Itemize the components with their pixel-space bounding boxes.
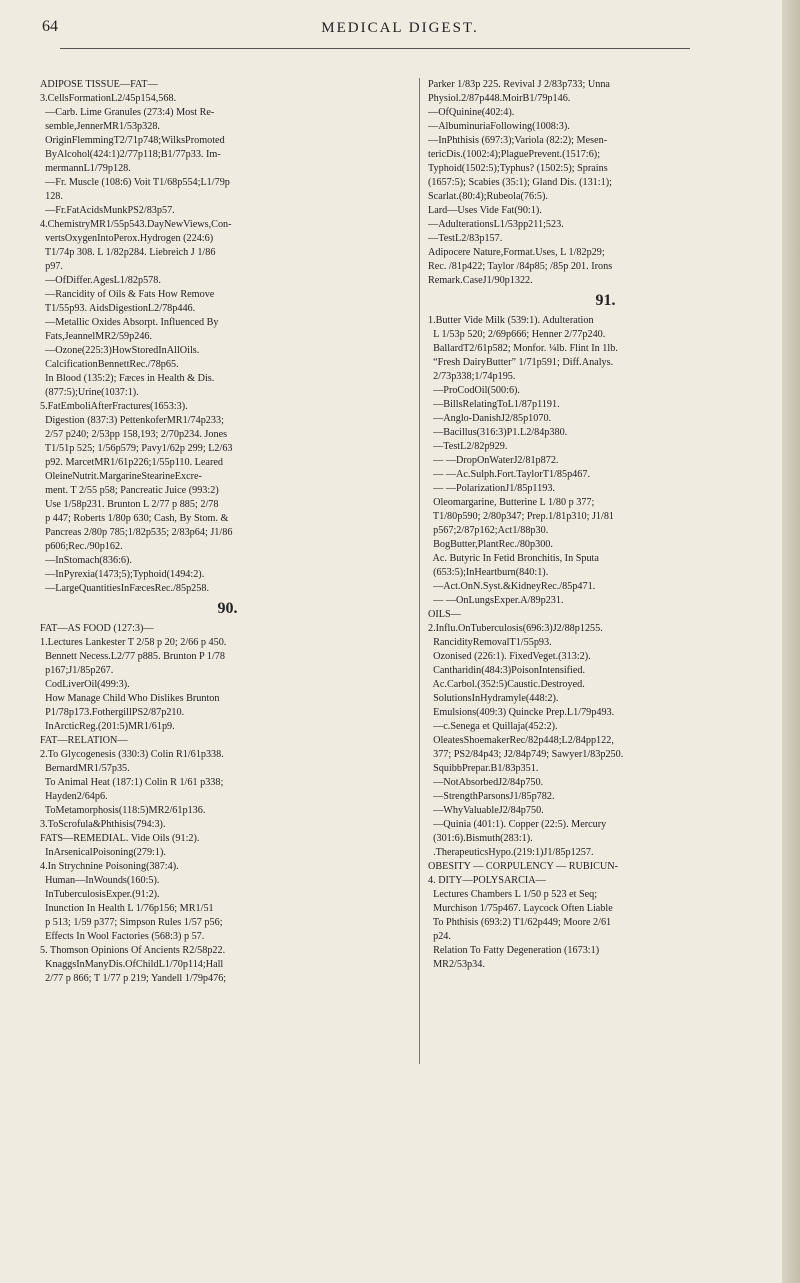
index-line: 128. [40, 191, 63, 202]
index-line: —Anglo-DanishJ2/85p1070. [428, 413, 552, 424]
index-line: Ac.Carbol.(352:5)Caustic.Destroyed. [428, 679, 585, 690]
column-divider [419, 78, 420, 1064]
index-line: InTuberculosisExper.(91:2). [40, 889, 160, 900]
index-line: MR2/53p34. [428, 959, 485, 970]
index-line: BallardT2/61p582; Monfor. ¼lb. Flint In 1lb. [428, 343, 618, 354]
index-line: ToMetamorphosis(118:5)MR2/61p136. [40, 805, 206, 816]
index-line: InArcticReg.(201:5)MR1/61p9. [40, 721, 175, 732]
index-line: —BillsRelatingToL1/87p1191. [428, 399, 560, 410]
index-line: —ProCodOil(500:6). [428, 385, 520, 396]
index-line: SolutionsInHydramyle(448:2). [428, 693, 559, 704]
index-line: CodLiverOil(499:3). [40, 679, 130, 690]
index-line: OILS— [428, 609, 461, 620]
index-line: —InPyrexia(1473;5);Typhoid(1494:2). [40, 569, 205, 580]
index-line: vertsOxygenIntoPerox.Hydrogen (224:6) [40, 233, 214, 244]
index-line: 4.In Strychnine Poisoning(387:4). [40, 861, 179, 872]
index-line: FATS—REMEDIAL. Vide Oils (91:2). [40, 833, 200, 844]
index-line: To Animal Heat (187:1) Colin R 1/61 p338; [40, 777, 224, 788]
index-line: InArsenicalPoisoning(279:1). [40, 847, 166, 858]
index-line: Typhoid(1502:5);Typhus? (1502:5); Sprains [428, 163, 608, 174]
index-line: Lectures Chambers L 1/50 p 523 et Seq; [428, 889, 598, 900]
index-line: — —DropOnWaterJ2/81p872. [428, 455, 559, 466]
index-line: 2/77 p 866; T 1/77 p 219; Yandell 1/79p476; [40, 973, 227, 984]
index-line: —WhyValuableJ2/84p750. [428, 805, 544, 816]
index-line: Fats,JeannelMR2/59p246. [40, 331, 153, 342]
index-line: — —PolarizationJ1/85p1193. [428, 483, 555, 494]
index-line: “Fresh DairyButter” 1/71p591; Diff.Analys. [428, 357, 614, 368]
index-line: 5. Thomson Opinions Of Ancients R2/58p22. [40, 945, 226, 956]
index-line: T1/74p 308. L 1/82p284. Liebreich J 1/86 [40, 247, 216, 258]
index-line: Ozonised (226:1). FixedVeget.(313:2). [428, 651, 591, 662]
index-line: Parker 1/83p 225. Revival J 2/83p733; Unna [428, 79, 610, 90]
index-line: Use 1/58p231. Brunton L 2/77 p 885; 2/78 [40, 499, 219, 510]
index-line: RancidityRemovalT1/55p93. [428, 637, 552, 648]
index-line: T1/51p 525; 1/56p579; Pavy1/62p 299; L2/63 [40, 443, 233, 454]
index-line: tericDis.(1002:4);PlaguePrevent.(1517:6); [428, 149, 601, 160]
index-line: 4. DITY—POLYSARCIA— [428, 875, 546, 886]
index-line: p97. [40, 261, 63, 272]
index-line: —TestL2/82p929. [428, 441, 508, 452]
section-number: 90. [217, 600, 238, 617]
index-line: L 1/53p 520; 2/69p666; Henner 2/77p240. [428, 329, 606, 340]
index-line: p167;J1/85p267. [40, 665, 114, 676]
index-line: —Fr. Muscle (108:6) Voit T1/68p554;L1/79p [40, 177, 230, 188]
index-line: 1.Lectures Lankester T 2/58 p 20; 2/66 p 450. [40, 637, 227, 648]
index-line: —AlbuminuriaFollowing(1008:3). [428, 121, 570, 132]
index-line: —c.Senega et Quillaja(452:2). [428, 721, 558, 732]
index-line: 3.CellsFormationL2/45p154,568. [40, 93, 177, 104]
header-rule [60, 48, 690, 49]
index-line: —Carb. Lime Granules (273:4) Most Re- [40, 107, 215, 118]
index-line: FAT—RELATION— [40, 735, 128, 746]
index-line: (653:5);InHeartburn(840:1). [428, 567, 549, 578]
index-line: Rec. /81p422; Taylor /84p85; /85p 201. Irons [428, 261, 613, 272]
index-line: OBESITY — CORPULENCY — RUBICUN- [428, 861, 618, 872]
index-line: T1/55p93. AidsDigestionL2/78p446. [40, 303, 196, 314]
index-line: —Rancidity of Oils & Fats How Remove [40, 289, 215, 300]
index-line: (301:6).Bismuth(283:1). [428, 833, 533, 844]
index-line: 2/73p338;1/74p195. [428, 371, 516, 382]
index-line: semble,JennerMR1/53p328. [40, 121, 160, 132]
index-line: —Act.OnN.Syst.&KidneyRec./85p471. [428, 581, 596, 592]
index-line: Adipocere Nature,Format.Uses, L 1/82p29; [428, 247, 605, 258]
index-line: .TherapeuticsHypo.(219:1)J1/85p1257. [428, 847, 594, 858]
index-line: OleatesShoemakerRec/82p448;L2/84pp122, [428, 735, 614, 746]
index-line: How Manage Child Who Dislikes Brunton [40, 693, 220, 704]
index-line: Digestion (837:3) PettenkoferMR1/74p233; [40, 415, 224, 426]
index-line: —OfQuinine(402:4). [428, 107, 515, 118]
index-line: —LargeQuantitiesInFæcesRec./85p258. [40, 583, 210, 594]
index-line: 2.Influ.OnTuberculosis(696:3)J2/88p1255. [428, 623, 603, 634]
index-line: Scarlat.(80:4);Rubeola(76:5). [428, 191, 548, 202]
left-column [40, 78, 415, 986]
index-line: OleineNutrit.MargarineStearineExcre- [40, 471, 202, 482]
index-line: FAT—AS FOOD (127:3)— [40, 623, 154, 634]
section-number: 91. [595, 292, 616, 309]
index-line: 2.To Glycogenesis (330:3) Colin R1/61p338. [40, 749, 224, 760]
index-line: —Metallic Oxides Absorpt. Influenced By [40, 317, 219, 328]
index-line: p24. [428, 931, 451, 942]
index-line: BogButter,PlantRec./80p300. [428, 539, 553, 550]
index-line: —AdulterationsL1/53pp211;523. [428, 219, 564, 230]
index-line: Lard—Uses Vide Fat(90:1). [428, 205, 542, 216]
index-line: p 513; 1/59 p377; Simpson Rules 1/57 p56; [40, 917, 223, 928]
index-line: 4.ChemistryMR1/55p543.DayNewViews,Con- [40, 219, 232, 230]
index-line: BernardMR1/57p35. [40, 763, 130, 774]
page-number: 64 [42, 18, 58, 35]
index-line: — —Ac.Sulph.Fort.TaylorT1/85p467. [428, 469, 590, 480]
index-line: KnaggsInManyDis.OfChildL1/70p114;Hall [40, 959, 224, 970]
index-line: (1657:5); Scabies (35:1); Gland Dis. (131:1); [428, 177, 612, 188]
index-line: T1/80p590; 2/80p347; Prep.1/81p310; J1/81 [428, 511, 615, 522]
index-line: p606;Rec./90p162. [40, 541, 123, 552]
index-line: Hayden2/64p6. [40, 791, 108, 802]
index-line: —Fr.FatAcidsMunkPS2/83p57. [40, 205, 175, 216]
page-edge-shadow [782, 0, 800, 1283]
index-line: Remark.CaseJ1/90p1322. [428, 275, 533, 286]
index-line: p 447; Roberts 1/80p 630; Cash, By Stom. & [40, 513, 229, 524]
index-line: Physiol.2/87p448.MoirB1/79p146. [428, 93, 571, 104]
index-line: In Blood (135:2); Fæces in Health & Dis. [40, 373, 215, 384]
index-line: —OfDiffer.AgesL1/82p578. [40, 275, 161, 286]
index-line: ADIPOSE TISSUE—FAT— [40, 79, 158, 90]
index-line: p92. MarcetMR1/61p226;1/55p110. Leared [40, 457, 223, 468]
index-line: 377; PS2/84p43; J2/84p749; Sawyer1/83p250. [428, 749, 624, 760]
index-line: Murchison 1/75p467. Laycock Often Liable [428, 903, 613, 914]
index-line: —Bacillus(316:3)P1.L2/84p380. [428, 427, 568, 438]
index-line: —TestL2/83p157. [428, 233, 503, 244]
index-line: Emulsions(409:3) Quincke Prep.L1/79p493. [428, 707, 615, 718]
index-line: 2/57 p240; 2/53pp 158,193; 2/70p234. Jones [40, 429, 228, 440]
index-line: 1.Butter Vide Milk (539:1). Adulteration [428, 315, 594, 326]
index-line: Relation To Fatty Degeneration (1673:1) [428, 945, 600, 956]
index-line: —Ozone(225:3)HowStoredInAllOils. [40, 345, 200, 356]
index-line: —NotAbsorbedJ2/84p750. [428, 777, 544, 788]
index-line: Inunction In Health L 1/76p156; MR1/51 [40, 903, 214, 914]
index-line: (877:5);Urine(1037:1). [40, 387, 139, 398]
right-column [428, 78, 783, 972]
index-line: ByAlcohol(424:1)2/77p118;B1/77p33. Im- [40, 149, 221, 160]
index-line: —StrengthParsonsJ1/85p782. [428, 791, 555, 802]
index-line: SquibbPrepar.B1/83p351. [428, 763, 539, 774]
index-line: CalcificationBennettRec./78p65. [40, 359, 179, 370]
running-title: MEDICAL DIGEST. [321, 20, 479, 36]
index-line: Pancreas 2/80p 785;1/82p535; 2/83p64; J1/86 [40, 527, 233, 538]
index-line: — —OnLungsExper.A/89p231. [428, 595, 564, 606]
index-line: Oleomargarine, Butterine L 1/80 p 377; [428, 497, 595, 508]
index-line: Human—InWounds(160:5). [40, 875, 160, 886]
index-line: To Phthisis (693:2) T1/62p449; Moore 2/61 [428, 917, 612, 928]
index-line: Cantharidin(484:3)PoisonIntensified. [428, 665, 586, 676]
index-line: ment. T 2/55 p58; Pancreatic Juice (993:2) [40, 485, 219, 496]
index-line: —InPhthisis (697:3);Variola (82:2); Mesen- [428, 135, 608, 146]
index-line: Effects In Wool Factories (568:3) p 57. [40, 931, 205, 942]
index-line: Ac. Butyric In Fetid Bronchitis, In Sputa [428, 553, 599, 564]
index-line: mermannL1/79p128. [40, 163, 131, 174]
index-line: OriginFlemmingT2/71p748;WilksPromoted [40, 135, 225, 146]
index-line: Bennett Necess.L2/77 p885. Brunton P 1/78 [40, 651, 225, 662]
index-line: p567;2/87p162;Act1/88p30. [428, 525, 549, 536]
index-line: —Quinia (401:1). Copper (22:5). Mercury [428, 819, 607, 830]
index-line: —InStomach(836:6). [40, 555, 132, 566]
index-line: 5.FatEmboliAfterFractures(1653:3). [40, 401, 188, 412]
index-line: 3.ToScrofula&Phthisis(794:3). [40, 819, 166, 830]
index-line: P1/78p173.FothergillPS2/87p210. [40, 707, 185, 718]
